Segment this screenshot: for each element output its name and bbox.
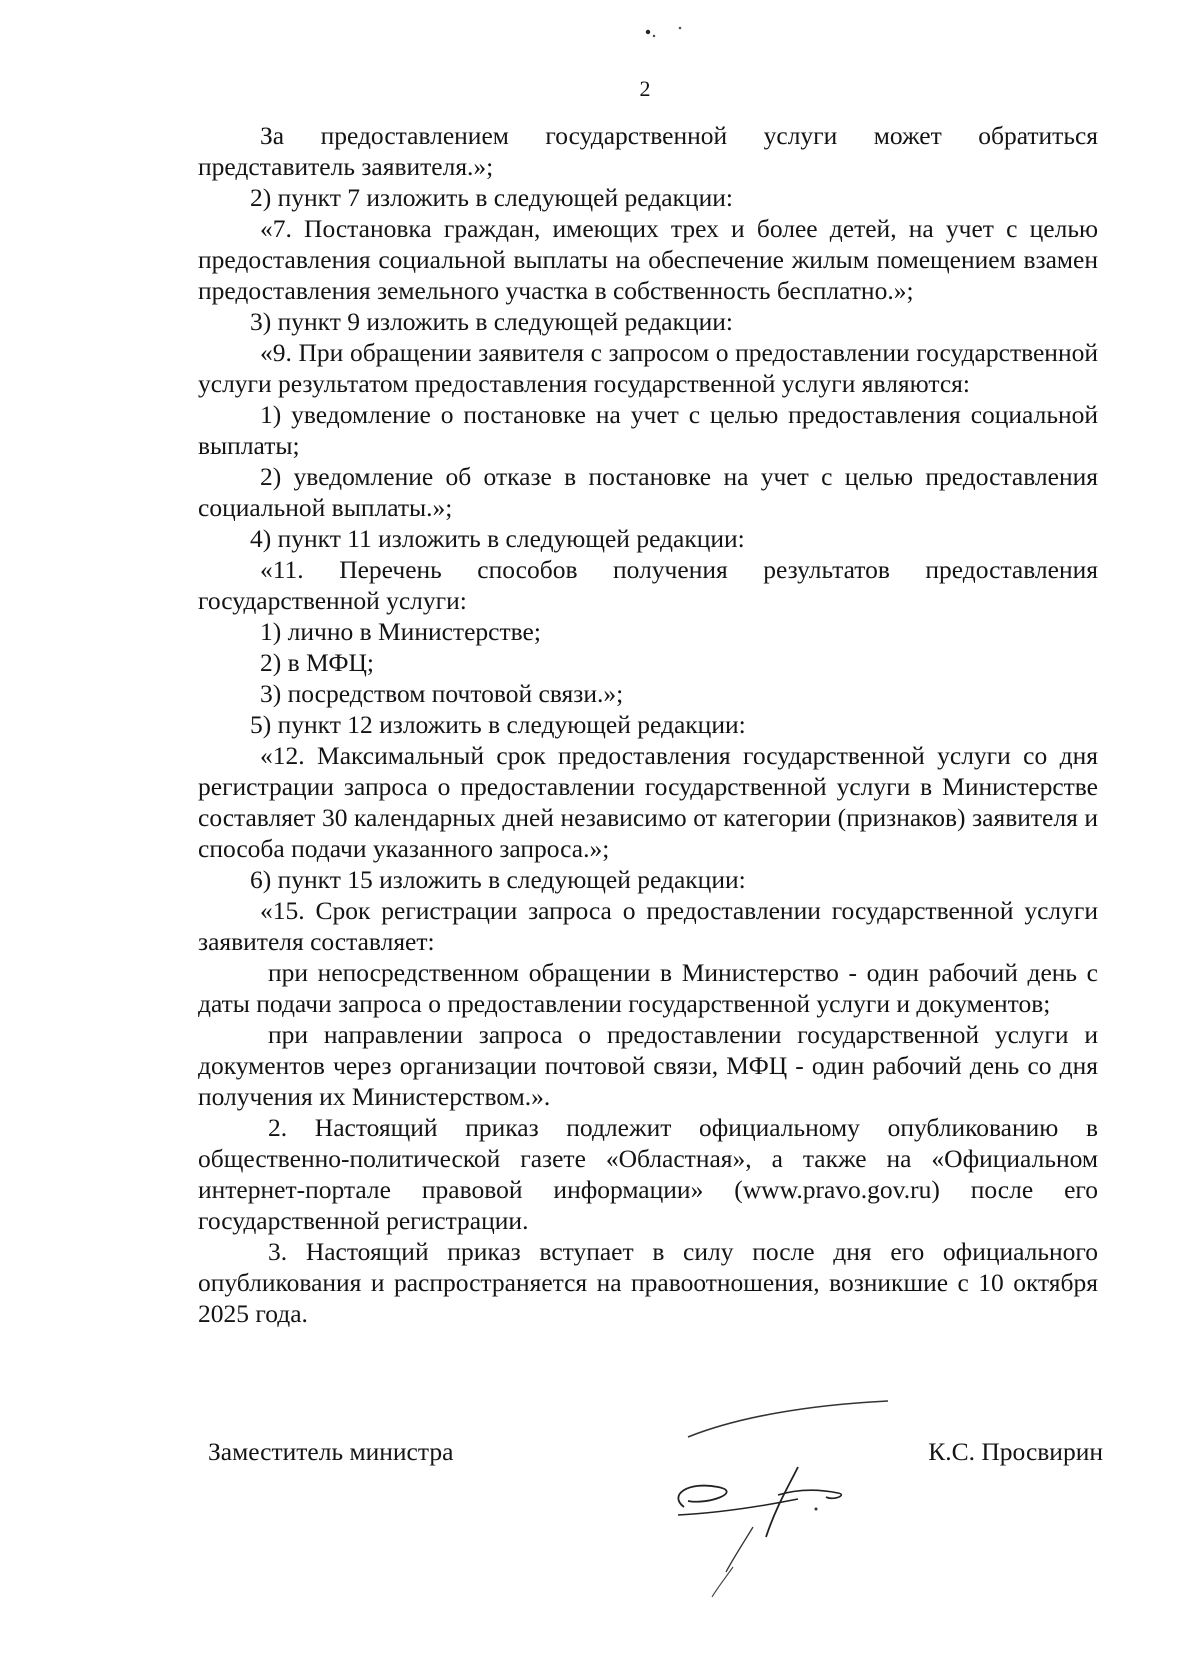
paragraph: «12. Максимальный срок предоставления государственной услуги со дня регистрации запроса о предоставлении государственной услуги в Министерстве составляет 30 календарных дней независимо от категории (признаков) заявителя и способа подачи указанного запроса.»; bbox=[198, 741, 1098, 863]
paragraph: 3) посредством почтовой связи.»; bbox=[260, 679, 624, 708]
scan-specks bbox=[640, 22, 700, 42]
paragraph: 6) пункт 15 изложить в следующей редакции: bbox=[250, 865, 746, 894]
paragraph: «11. Перечень способов получения результатов предоставления государственной услуги: bbox=[198, 555, 1098, 615]
paragraph: «7. Постановка граждан, имеющих трех и более детей, на учет с целью предоставления социальной выплаты на обеспечение жилым помещением взамен предоставления земельного участка в собственность бесплатно.»; bbox=[198, 214, 1098, 305]
paragraph: при направлении запроса о предоставлении государственной услуги и документов через организации почтовой связи, МФЦ - один рабочий день со дня получения их Министерством.». bbox=[198, 1020, 1098, 1111]
paragraph: 3) пункт 9 изложить в следующей редакции: bbox=[250, 307, 733, 336]
paragraph: при непосредственном обращении в Министерство - один рабочий день с даты подачи запроса о предоставлении государственной услуги и документов; bbox=[198, 958, 1098, 1018]
paragraph: 2) уведомление об отказе в постановке на учет с целью предоставления социальной выплаты.»; bbox=[198, 462, 1098, 522]
page-number: 2 bbox=[639, 76, 651, 101]
paragraph: 3. Настоящий приказ вступает в силу после дня его официального опубликования и распространяется на правоотношения, возникшие с 10 октября 2025 года. bbox=[198, 1237, 1098, 1328]
paragraph: 1) уведомление о постановке на учет с целью предоставления социальной выплаты; bbox=[198, 400, 1098, 460]
document-body bbox=[198, 120, 1098, 1329]
paragraph: 2. Настоящий приказ подлежит официальному опубликованию в общественно-политической газете «Областная», а также на «Официальном интернет-портале правовой информации» (www.pravo.gov.ru) после его государственной регистрации. bbox=[198, 1113, 1098, 1235]
signatory-name: К.С. Просвирин bbox=[928, 1437, 1103, 1466]
paragraph: 5) пункт 12 изложить в следующей редакции: bbox=[250, 710, 746, 739]
handwritten-signature bbox=[648, 1377, 908, 1607]
signatory-title: Заместитель министра bbox=[208, 1437, 454, 1466]
paragraph: За предоставлением государственной услуги может обратиться представитель заявителя.»; bbox=[198, 121, 1098, 181]
paragraph: 1) лично в Министерстве; bbox=[260, 617, 541, 646]
paragraph: 2) в МФЦ; bbox=[260, 648, 375, 677]
signature-block bbox=[208, 1437, 1103, 1577]
paragraph: 2) пункт 7 изложить в следующей редакции: bbox=[250, 183, 733, 212]
paragraph: 4) пункт 11 изложить в следующей редакции: bbox=[250, 524, 745, 553]
paragraph: «15. Срок регистрации запроса о предоставлении государственной услуги заявителя составляет: bbox=[198, 896, 1098, 956]
paragraph: «9. При обращении заявителя с запросом о предоставлении государственной услуги результатом предоставления государственной услуги являются: bbox=[198, 338, 1098, 398]
